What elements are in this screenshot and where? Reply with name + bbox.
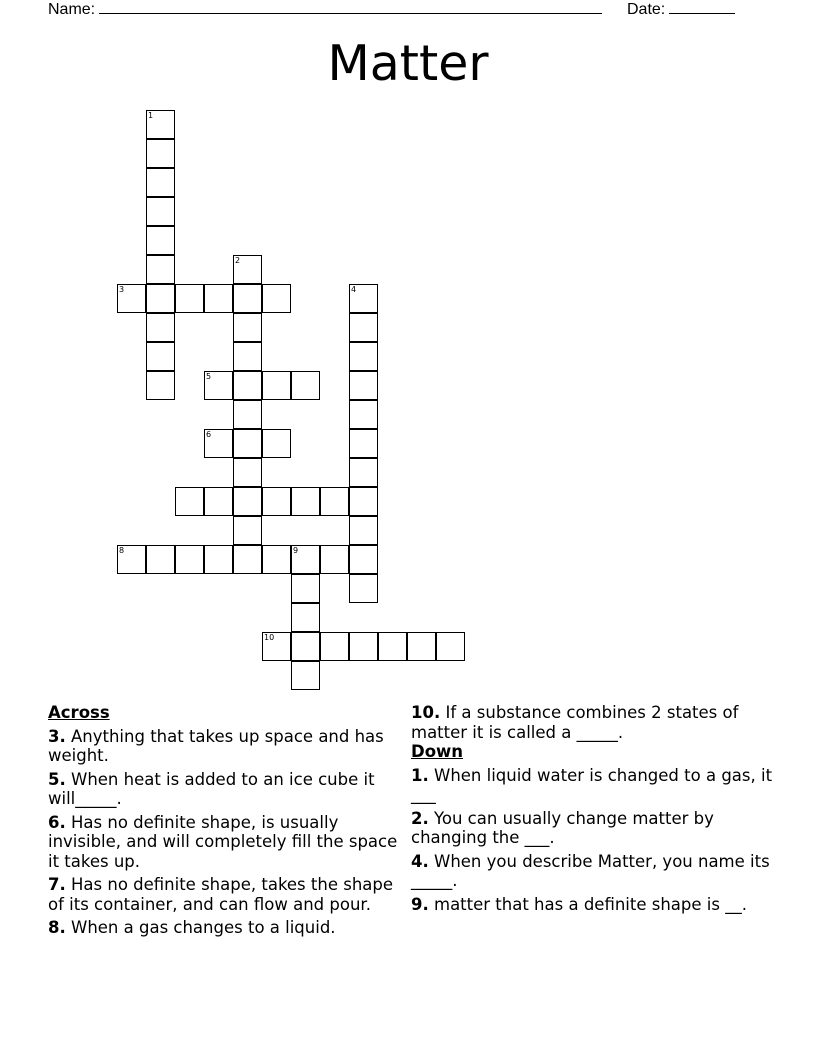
crossword-cell[interactable]: [291, 371, 320, 400]
clue-number: 1.: [411, 765, 429, 785]
crossword-cell[interactable]: [204, 371, 233, 400]
crossword-cell[interactable]: [233, 516, 262, 545]
across-clue-10: [411, 703, 773, 742]
date-label: Date:: [627, 1, 666, 18]
clue-text: When a gas changes to a liquid.: [71, 918, 336, 937]
down-clue: [411, 895, 773, 915]
crossword-cell[interactable]: [349, 400, 378, 429]
crossword-cell[interactable]: [146, 226, 175, 255]
down-clue-list: [411, 766, 773, 915]
crossword-cell[interactable]: [320, 487, 349, 516]
down-clue: [411, 809, 773, 848]
crossword-cell[interactable]: [320, 545, 349, 574]
crossword-cell[interactable]: [291, 487, 320, 516]
crossword-cell[interactable]: [233, 284, 262, 313]
crossword-cell[interactable]: [378, 632, 407, 661]
clue-text: Anything that takes up space and has weight.: [48, 726, 384, 765]
crossword-cell[interactable]: [349, 574, 378, 603]
clue-number-label: 6: [206, 430, 212, 439]
clue-number: 8.: [48, 918, 66, 937]
clue-text: matter that has a definite shape is __.: [434, 894, 747, 914]
crossword-cell[interactable]: [262, 429, 291, 458]
crossword-cell[interactable]: [262, 545, 291, 574]
crossword-cell[interactable]: [146, 168, 175, 197]
down-heading: Down: [411, 742, 464, 761]
crossword-cell[interactable]: [349, 516, 378, 545]
across-clue-list: [48, 727, 410, 938]
crossword-cell[interactable]: [349, 284, 378, 313]
clue-number: 3.: [48, 726, 66, 746]
crossword-cell[interactable]: [204, 284, 233, 313]
crossword-cell[interactable]: [204, 545, 233, 574]
crossword-cell[interactable]: [291, 574, 320, 603]
page-title: Matter: [327, 35, 489, 92]
crossword-cell[interactable]: [204, 487, 233, 516]
clue-number: 6.: [48, 812, 66, 832]
across-clue: [48, 727, 410, 766]
crossword-cell[interactable]: [349, 632, 378, 661]
crossword-cell[interactable]: [233, 313, 262, 342]
crossword-cell[interactable]: [407, 632, 436, 661]
crossword-cell[interactable]: [349, 342, 378, 371]
clue-number: 2.: [411, 808, 429, 828]
clue-text: When heat is added to an ice cube it will_____.: [48, 769, 375, 808]
crossword-cell[interactable]: [320, 632, 349, 661]
crossword-cell[interactable]: [146, 545, 175, 574]
clue-text: If a substance combines 2 states of matter it is called a _____.: [411, 703, 739, 742]
crossword-cell[interactable]: [146, 342, 175, 371]
clue-text: You can usually change matter by changing the ___.: [411, 808, 714, 847]
across-clue: [48, 918, 410, 938]
crossword-cell[interactable]: [349, 371, 378, 400]
across-clue: [48, 875, 410, 914]
clue-number: 7.: [48, 875, 66, 894]
clues-left-column: [48, 703, 410, 938]
crossword-cell[interactable]: [349, 487, 378, 516]
crossword-cell[interactable]: [117, 284, 146, 313]
crossword-cell[interactable]: [146, 197, 175, 226]
clue-number-label: 3: [119, 285, 125, 294]
across-clue: [48, 770, 410, 809]
crossword-cell[interactable]: [146, 110, 175, 139]
crossword-cell[interactable]: [175, 545, 204, 574]
crossword-cell[interactable]: [233, 545, 262, 574]
clue-number-label: 8: [119, 546, 125, 555]
crossword-cell[interactable]: [233, 342, 262, 371]
crossword-cell[interactable]: [349, 313, 378, 342]
crossword-cell[interactable]: [291, 603, 320, 632]
crossword-cell[interactable]: [146, 255, 175, 284]
crossword-cell[interactable]: [262, 487, 291, 516]
clue-number: 10.: [411, 703, 441, 722]
crossword-cell[interactable]: [233, 487, 262, 516]
crossword-cell[interactable]: [146, 313, 175, 342]
crossword-cell[interactable]: [146, 284, 175, 313]
down-clue: [411, 852, 773, 891]
crossword-cell[interactable]: [436, 632, 465, 661]
crossword-cell[interactable]: [233, 429, 262, 458]
clue-number: 9.: [411, 894, 429, 914]
crossword-cell[interactable]: [349, 545, 378, 574]
crossword-cell[interactable]: [349, 429, 378, 458]
crossword-cell[interactable]: [175, 487, 204, 516]
clue-number-label: 2: [235, 256, 241, 265]
clue-number-label: 1: [148, 111, 154, 120]
clue-text: Has no definite shape, is usually invisible, and will completely fill the space it takes up.: [48, 812, 398, 871]
crossword-cell[interactable]: [233, 371, 262, 400]
crossword-cell[interactable]: [291, 545, 320, 574]
crossword-cell[interactable]: [146, 139, 175, 168]
crossword-cell[interactable]: [291, 632, 320, 661]
clue-number-label: 10: [264, 633, 275, 642]
crossword-cell[interactable]: [233, 400, 262, 429]
clue-text: Has no definite shape, takes the shape of its container, and can flow and pour.: [48, 875, 394, 914]
crossword-cell[interactable]: [117, 545, 146, 574]
clue-number-label: 9: [293, 546, 299, 555]
crossword-cell[interactable]: [262, 632, 291, 661]
crossword-cell[interactable]: [175, 284, 204, 313]
crossword-cell[interactable]: [233, 458, 262, 487]
across-clue: [48, 813, 410, 872]
crossword-cell[interactable]: [349, 458, 378, 487]
clue-number: 4.: [411, 851, 429, 871]
down-clue: [411, 766, 773, 805]
name-label: Name:: [48, 1, 96, 18]
clue-text: When you describe Matter, you name its _____.: [411, 851, 770, 890]
crossword-cell[interactable]: [146, 371, 175, 400]
clue-number-label: 5: [206, 372, 212, 381]
crossword-cell[interactable]: [204, 429, 233, 458]
clues-right-column: [411, 703, 773, 914]
across-heading: Across: [48, 703, 110, 722]
clue-text: When liquid water is changed to a gas, it ___: [411, 765, 773, 804]
clue-number-label: 4: [351, 285, 357, 294]
crossword-cell[interactable]: [291, 661, 320, 690]
crossword-cell[interactable]: [262, 284, 291, 313]
crossword-cell[interactable]: [233, 255, 262, 284]
crossword-cell[interactable]: [262, 371, 291, 400]
clue-number: 5.: [48, 769, 66, 789]
